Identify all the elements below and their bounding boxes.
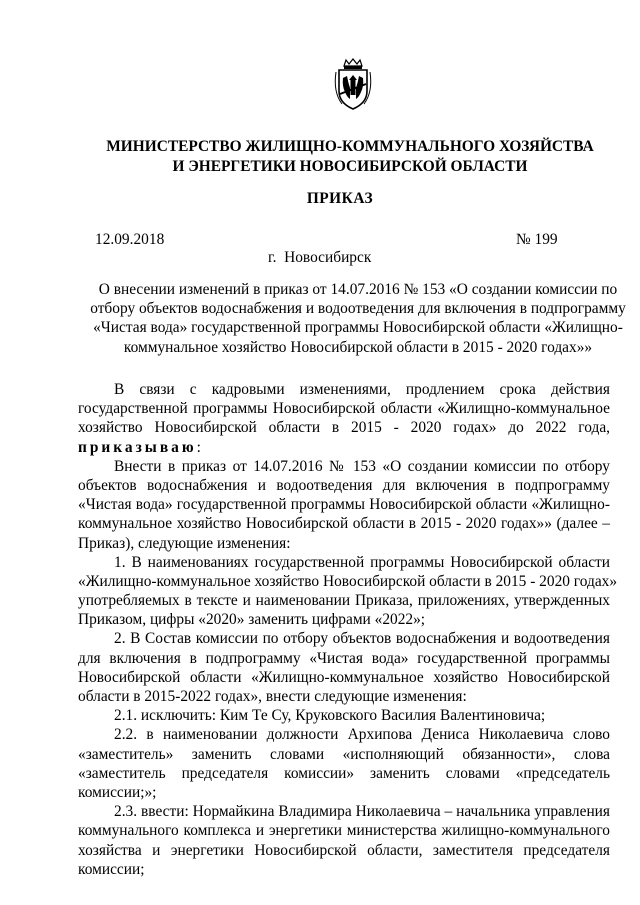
order-date: 12.09.2018 bbox=[95, 231, 165, 248]
body-line: хозяйство Новосибирской области в 2015 - 2020 годах» до 2022 года, bbox=[78, 419, 610, 437]
body-line: «заместитель председателя комиссии» заменить словами «председатель bbox=[78, 764, 610, 782]
body-line: области в 2015-2022 годах», внести следующие изменения: bbox=[78, 688, 467, 705]
order-verb-line: приказываю: bbox=[78, 438, 201, 456]
order-city: г. Новосибирск bbox=[268, 249, 372, 266]
body-line: 1. В наименованиях государственной программы Новосибирской области bbox=[114, 553, 610, 571]
body-line: 2.3. ввести: Нормайкина Владимира Николаевича – начальника управления bbox=[114, 803, 610, 821]
subject-line: отбору объектов водоснабжения и водоотведения для включения в подпрограмму bbox=[90, 300, 626, 318]
body-line: 2. В Состав комиссии по отбору объектов водоснабжения и водоотведения bbox=[114, 630, 610, 648]
body-line: Приказом, цифры «2020» заменить цифрами «2022»; bbox=[78, 611, 426, 629]
subject-line: коммунальное хозяйство Новосибирской области в 2015 - 2020 годах»» bbox=[123, 338, 593, 356]
body-line: «Чистая вода» государственной программы Новосибирской области «Жилищно- bbox=[78, 496, 610, 514]
coat-of-arms-icon bbox=[330, 58, 376, 112]
body-line: 2.2. в наименовании должности Архипова Дениса Николаевича слово bbox=[114, 726, 610, 744]
body-line: Приказ), следующие изменения: bbox=[78, 534, 291, 552]
body-line: коммунальное хозяйство Новосибирской области в 2015 - 2020 годах»» (далее – bbox=[78, 515, 610, 533]
body-line: 2.1. исключить: Ким Те Су, Круковского Василия Валентиновича; bbox=[114, 707, 546, 725]
body-line: употребляемых в тексте и наименовании Приказа, приложениях, утвержденных bbox=[78, 592, 610, 610]
body-line: Новосибирской области «Жилищно-коммунальное хозяйство Новосибирской bbox=[78, 668, 610, 686]
body-line: коммунального комплекса и энергетики министерства жилищно-коммунального bbox=[78, 822, 610, 840]
body-line: В связи с кадровыми изменениями, продлением срока действия bbox=[114, 381, 610, 398]
document-type: ПРИКАЗ bbox=[306, 190, 374, 207]
body-line: хозяйства и энергетики Новосибирской области, заместителя председателя bbox=[78, 841, 610, 859]
order-verb: приказываю bbox=[78, 438, 197, 456]
body-line: комиссии; bbox=[78, 860, 145, 878]
body-line: Внести в приказ от 14.07.2016 № 153 «О создании комиссии по отбору bbox=[114, 457, 610, 475]
order-number: № 199 bbox=[516, 231, 558, 248]
body-line: объектов водоснабжения и водоотведения для включения в подпрограмму bbox=[78, 476, 610, 494]
ministry-name-line2: И ЭНЕРГЕТИКИ НОВОСИБИРСКОЙ ОБЛАСТИ bbox=[172, 158, 528, 175]
body-line: комиссии;»; bbox=[78, 783, 157, 801]
order-body bbox=[78, 380, 618, 879]
order-subject bbox=[78, 280, 638, 357]
body-line: «заместитель» заменить словами «исполняющий обязанности», слова bbox=[78, 745, 610, 763]
body-line: «Жилищно-коммунальное хозяйство Новосибирской области в 2015 - 2020 годах» bbox=[78, 572, 618, 590]
ministry-name bbox=[60, 137, 640, 177]
subject-line: О внесении изменений в приказ от 14.07.2016 № 153 «О создании комиссии по bbox=[98, 281, 618, 298]
body-line: государственной программы Новосибирской области «Жилищно-коммунальное bbox=[78, 400, 610, 418]
body-line: для включения в подпрограмму «Чистая вода» государственной программы bbox=[78, 649, 610, 667]
ministry-name-line1: МИНИСТЕРСТВО ЖИЛИЩНО-КОММУНАЛЬНОГО ХОЗЯЙСТВА bbox=[106, 138, 594, 155]
subject-line: «Чистая вода» государственной программы Новосибирской области «Жилищно- bbox=[93, 319, 623, 337]
